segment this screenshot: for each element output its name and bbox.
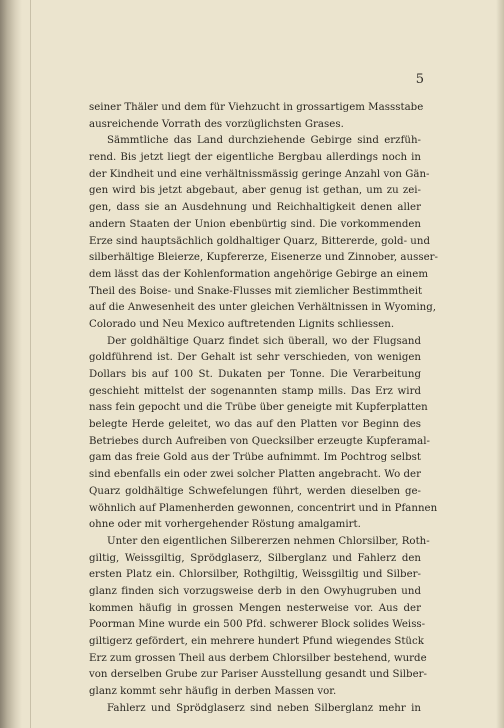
text-line: Der goldhältige Quarz findet sich überall, wo der Flugsand [107,335,421,347]
text-line: sind ebenfalls ein oder zwei solcher Platten angebracht. Wo der [89,469,421,481]
text-line: Erze sind hauptsächlich goldhaltiger Quarz, Bittererde, gold- und [89,235,431,247]
binding-gutter [0,0,22,728]
text-line: silberhältige Bleierze, Kupfererze, Eisenerze und Zinnober, ausser- [89,252,438,264]
page-number: 5 [415,72,424,87]
text-line: der Kindheit und eine verhältnissmässig geringe Anzahl von Gän- [89,168,430,180]
text-line: auf die Anwesenheit des unter gleichen Verhältnissen in Wyoming, [89,302,437,314]
text-line: belegte Herde geleitet, wo das auf den Platten vor Beginn des [89,419,421,431]
text-line: gen, dass sie an Ausdehnung und Reichhaltigkeit denen aller [89,202,421,214]
text-line: nass fein gepocht und die Trübe über geneigte mit Kupferplatten [89,402,428,414]
text-line: giltigerz gefördert, ein mehrere hundert Pfund wiegendes Stück [89,636,424,647]
text-line: gen wird bis jetzt abgebaut, aber genug ist gethan, um zu zei- [89,185,421,197]
text-line: wöhnlich auf Plamenherden gewonnen, concentrirt und in Pfannen [89,502,438,514]
text-line: andern Staaten der Union ebenbürtig sind. Die vorkommenden [89,218,421,230]
text-line: rend. Bis jetzt liegt der eigentliche Bergbau allerdings noch in [89,152,421,164]
text-line: giltig, Weissgiltig, Sprödglaserz, Silberglanz und Fahlerz den [89,552,421,564]
text-line: Colorado und Neu Mexico auftretenden Lignits schliessen. [89,318,395,330]
text-line: Erz zum grossen Theil aus derbem Chlorsilber bestehend, wurde [89,652,427,664]
text-line: von derselben Grube zur Pariser Ausstellung gesandt und Silber- [89,669,427,681]
text-line: gam das freie Gold aus der Trübe aufnimmt. Im Pochtrog selbst [89,452,421,464]
body-text [89,100,438,717]
text-line: Dollars bis auf 100 St. Dukaten per Tonne. Die Verarbeitung [89,369,421,380]
text-line: Fahlerz und Sprödglaserz sind neben Silberglanz mehr in [107,702,421,714]
text-line: goldführend ist. Der Gehalt ist sehr verschieden, von wenigen [89,352,421,364]
text-line: Unter den eigentlichen Silbererzen nehmen Chlorsilber, Roth- [107,535,430,547]
text-line: Quarz goldhältige Schwefelungen führt, werden dieselben ge- [89,485,421,497]
text-line: ersten Platz ein. Chlorsilber, Rothgiltig, Weissgiltig und Silber- [89,569,421,581]
text-line: Sämmtliche das Land durchziehende Gebirge sind erzfüh- [107,135,421,147]
text-line: seiner Thäler und dem für Viehzucht in grossartigem Massstabe [89,102,424,113]
text-line: geschieht mittelst der sogenannten stamp mills. Das Erz wird [89,385,421,397]
text-line: Betriebes durch Aufreiben von Quecksilber erzeugte Kupferamal- [89,435,430,447]
text-line: ohne oder mit vorhergehender Röstung amalgamirt. [89,519,361,531]
text-line: Poorman Mine wurde ein 500 Pfd. schwerer Block solides Weiss- [89,619,426,631]
text-line: glanz finden sich vorzugsweise derb in den Owyhugruben und [89,585,421,597]
gutter-fold-line [30,0,31,728]
page-edge [496,0,504,728]
text-line: dem lässt das der Kohlenformation angehörige Gebirge an einem [89,268,428,280]
text-line: glanz kommt sehr häufig in derben Massen vor. [89,686,337,698]
text-line: kommen häufig in grossen Mengen nesterweise vor. Aus der [89,602,421,614]
text-line: ausreichende Vorrath des vorzüglichsten Grases. [89,118,344,130]
text-line: Theil des Boise- und Snake-Flusses mit ziemlicher Bestimmtheit [89,285,423,297]
